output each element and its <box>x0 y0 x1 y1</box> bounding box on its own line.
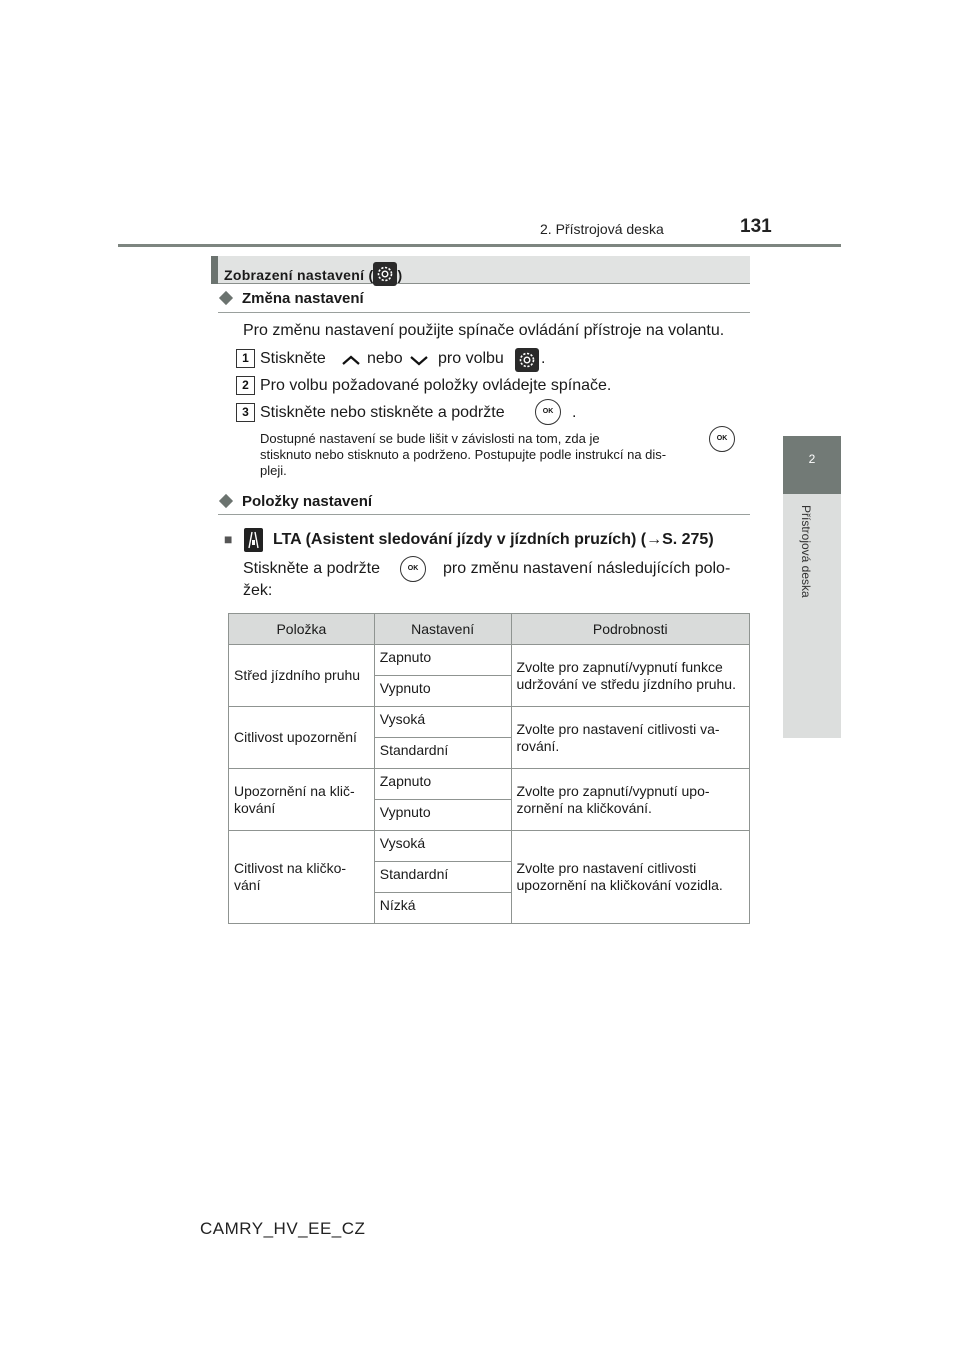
step-number-3: 3 <box>236 403 255 422</box>
table-detail-cell: Zvolte pro nastavení citlivosti upozornění na kličkování vozidla. <box>511 831 749 924</box>
lane-tracing-icon <box>244 528 263 552</box>
table-row <box>229 831 750 862</box>
lta-text-c: žek: <box>243 582 273 599</box>
table-setting-cell: Vypnuto <box>374 676 511 707</box>
table-setting-cell: Zapnuto <box>374 769 511 800</box>
header-section-title: 2. Přístrojová deska <box>540 221 664 237</box>
step-number-1: 1 <box>236 349 255 368</box>
table-header-row <box>229 614 750 645</box>
items-heading: Položky nastavení <box>242 493 373 510</box>
footer-model-code: CAMRY_HV_EE_CZ <box>200 1219 366 1238</box>
section-title-close: ) <box>397 267 403 283</box>
chevron-up-icon <box>339 352 363 368</box>
side-tab-label-wrap <box>799 505 823 725</box>
table-header-cell: Nastavení <box>374 614 511 645</box>
side-tab-number: 2 <box>808 452 816 466</box>
note-line-2: stisknuto nebo stisknuto a podrženo. Postupujte podle instrukcí na dis- <box>260 447 667 462</box>
note-line-1: Dostupné nastavení se bude lišit v závislosti na tom, zda je <box>260 431 600 446</box>
diamond-bullet <box>219 494 233 508</box>
table-setting-cell: Standardní <box>374 862 511 893</box>
step-1-text-c: pro volbu <box>438 350 504 367</box>
page-number: 131 <box>740 216 772 237</box>
ok-button-icon: OK <box>535 399 561 425</box>
step-number-2: 2 <box>236 376 255 395</box>
ok-button-icon: OK <box>400 556 426 582</box>
side-tab-label: Přístrojová deska <box>799 505 813 598</box>
table-setting-cell: Vypnuto <box>374 800 511 831</box>
header-rule <box>118 244 841 247</box>
settings-table <box>228 613 750 924</box>
lta-title: LTA (Asistent sledování jízdy v jízdních pruzích) (→S. 275) <box>273 531 714 548</box>
step-1-text-b: nebo <box>367 350 403 367</box>
lta-text-b: pro změnu nastavení následujících polo- <box>443 560 731 577</box>
step-1-text-d: . <box>541 350 546 367</box>
ok-button-icon: OK <box>709 426 735 452</box>
step-3-text-a: Stiskněte nebo stiskněte a podržte <box>260 404 505 421</box>
table-setting-cell: Vysoká <box>374 831 511 862</box>
heading-rule <box>218 514 750 515</box>
square-bullet: ■ <box>224 531 233 547</box>
table-detail-cell: Zvolte pro zapnutí/vypnutí upo-zornění na kličkování. <box>511 769 749 831</box>
section-title-text: Zobrazení nastavení ( <box>224 267 374 283</box>
table-item-cell: Citlivost upozornění <box>229 707 375 769</box>
settings-gear-icon <box>373 262 397 286</box>
table-item-cell: Citlivost na kličko-vání <box>229 831 375 924</box>
table-item-cell: Upozornění na klič-kování <box>229 769 375 831</box>
table-row <box>229 707 750 738</box>
step-2-text: Pro volbu požadované položky ovládejte spínače. <box>260 377 612 394</box>
settings-gear-icon <box>515 348 539 372</box>
table-header-cell: Položka <box>229 614 375 645</box>
change-settings-intro: Pro změnu nastavení použijte spínače ovládání přístroje na volantu. <box>243 322 725 339</box>
table-setting-cell: Vysoká <box>374 707 511 738</box>
step-1-text-a: Stiskněte <box>260 350 326 367</box>
table-setting-cell: Nízká <box>374 893 511 924</box>
table-setting-cell: Standardní <box>374 738 511 769</box>
diamond-bullet <box>219 291 233 305</box>
lta-text-a: Stiskněte a podržte <box>243 560 380 577</box>
table-row <box>229 645 750 676</box>
change-settings-heading: Změna nastavení <box>242 290 364 307</box>
chevron-down-icon <box>407 352 431 368</box>
table-row <box>229 769 750 800</box>
section-box-accent <box>211 256 218 284</box>
heading-rule <box>218 312 750 313</box>
table-setting-cell: Zapnuto <box>374 645 511 676</box>
section-title <box>224 262 402 286</box>
table-detail-cell: Zvolte pro nastavení citlivosti va-rování. <box>511 707 749 769</box>
table-item-cell: Střed jízdního pruhu <box>229 645 375 707</box>
table-header-cell: Podrobnosti <box>511 614 749 645</box>
table-detail-cell: Zvolte pro zapnutí/vypnutí funkce udržování ve středu jízdního pruhu. <box>511 645 749 707</box>
step-3-text-b: . <box>572 404 577 421</box>
note-line-3: pleji. <box>260 463 287 478</box>
